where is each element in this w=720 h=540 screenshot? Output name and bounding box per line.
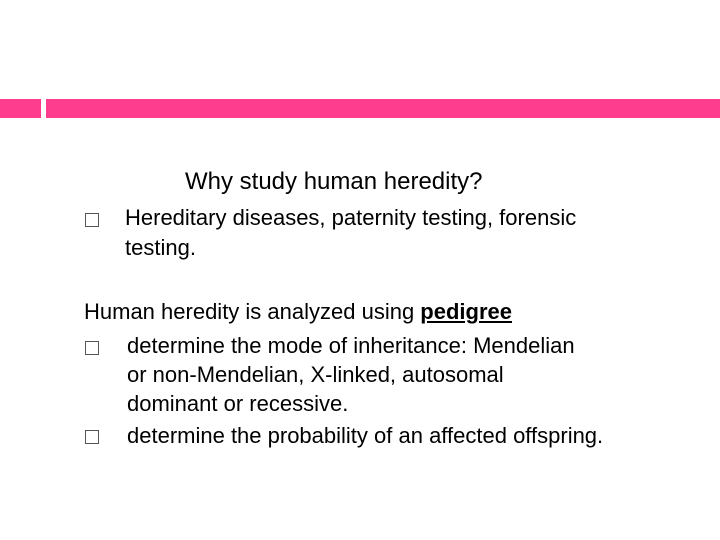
sub-bullet-text-line: determine the mode of inheritance: Mendelian	[127, 333, 575, 358]
square-bullet-icon	[85, 341, 99, 355]
sub-bullet-text-line: dominant or recessive.	[127, 391, 349, 416]
sub-bullet-text-line: determine the probability of an affected offspring.	[127, 423, 604, 448]
bullet-text-line: testing.	[125, 235, 196, 260]
sub-bullet-text-line: or non-Mendelian, X-linked, autosomal	[127, 362, 504, 387]
intro-text: Human heredity is analyzed using	[84, 299, 421, 324]
accent-bar-right	[46, 99, 720, 118]
square-bullet-icon	[85, 213, 99, 227]
bullet-text-line: Hereditary diseases, paternity testing, forensic	[125, 205, 577, 230]
slide-title: Why study human heredity?	[185, 168, 483, 195]
accent-bar-left	[0, 99, 41, 118]
pedigree-keyword: pedigree	[420, 299, 512, 324]
intro-line	[84, 299, 512, 325]
square-bullet-icon	[85, 430, 99, 444]
